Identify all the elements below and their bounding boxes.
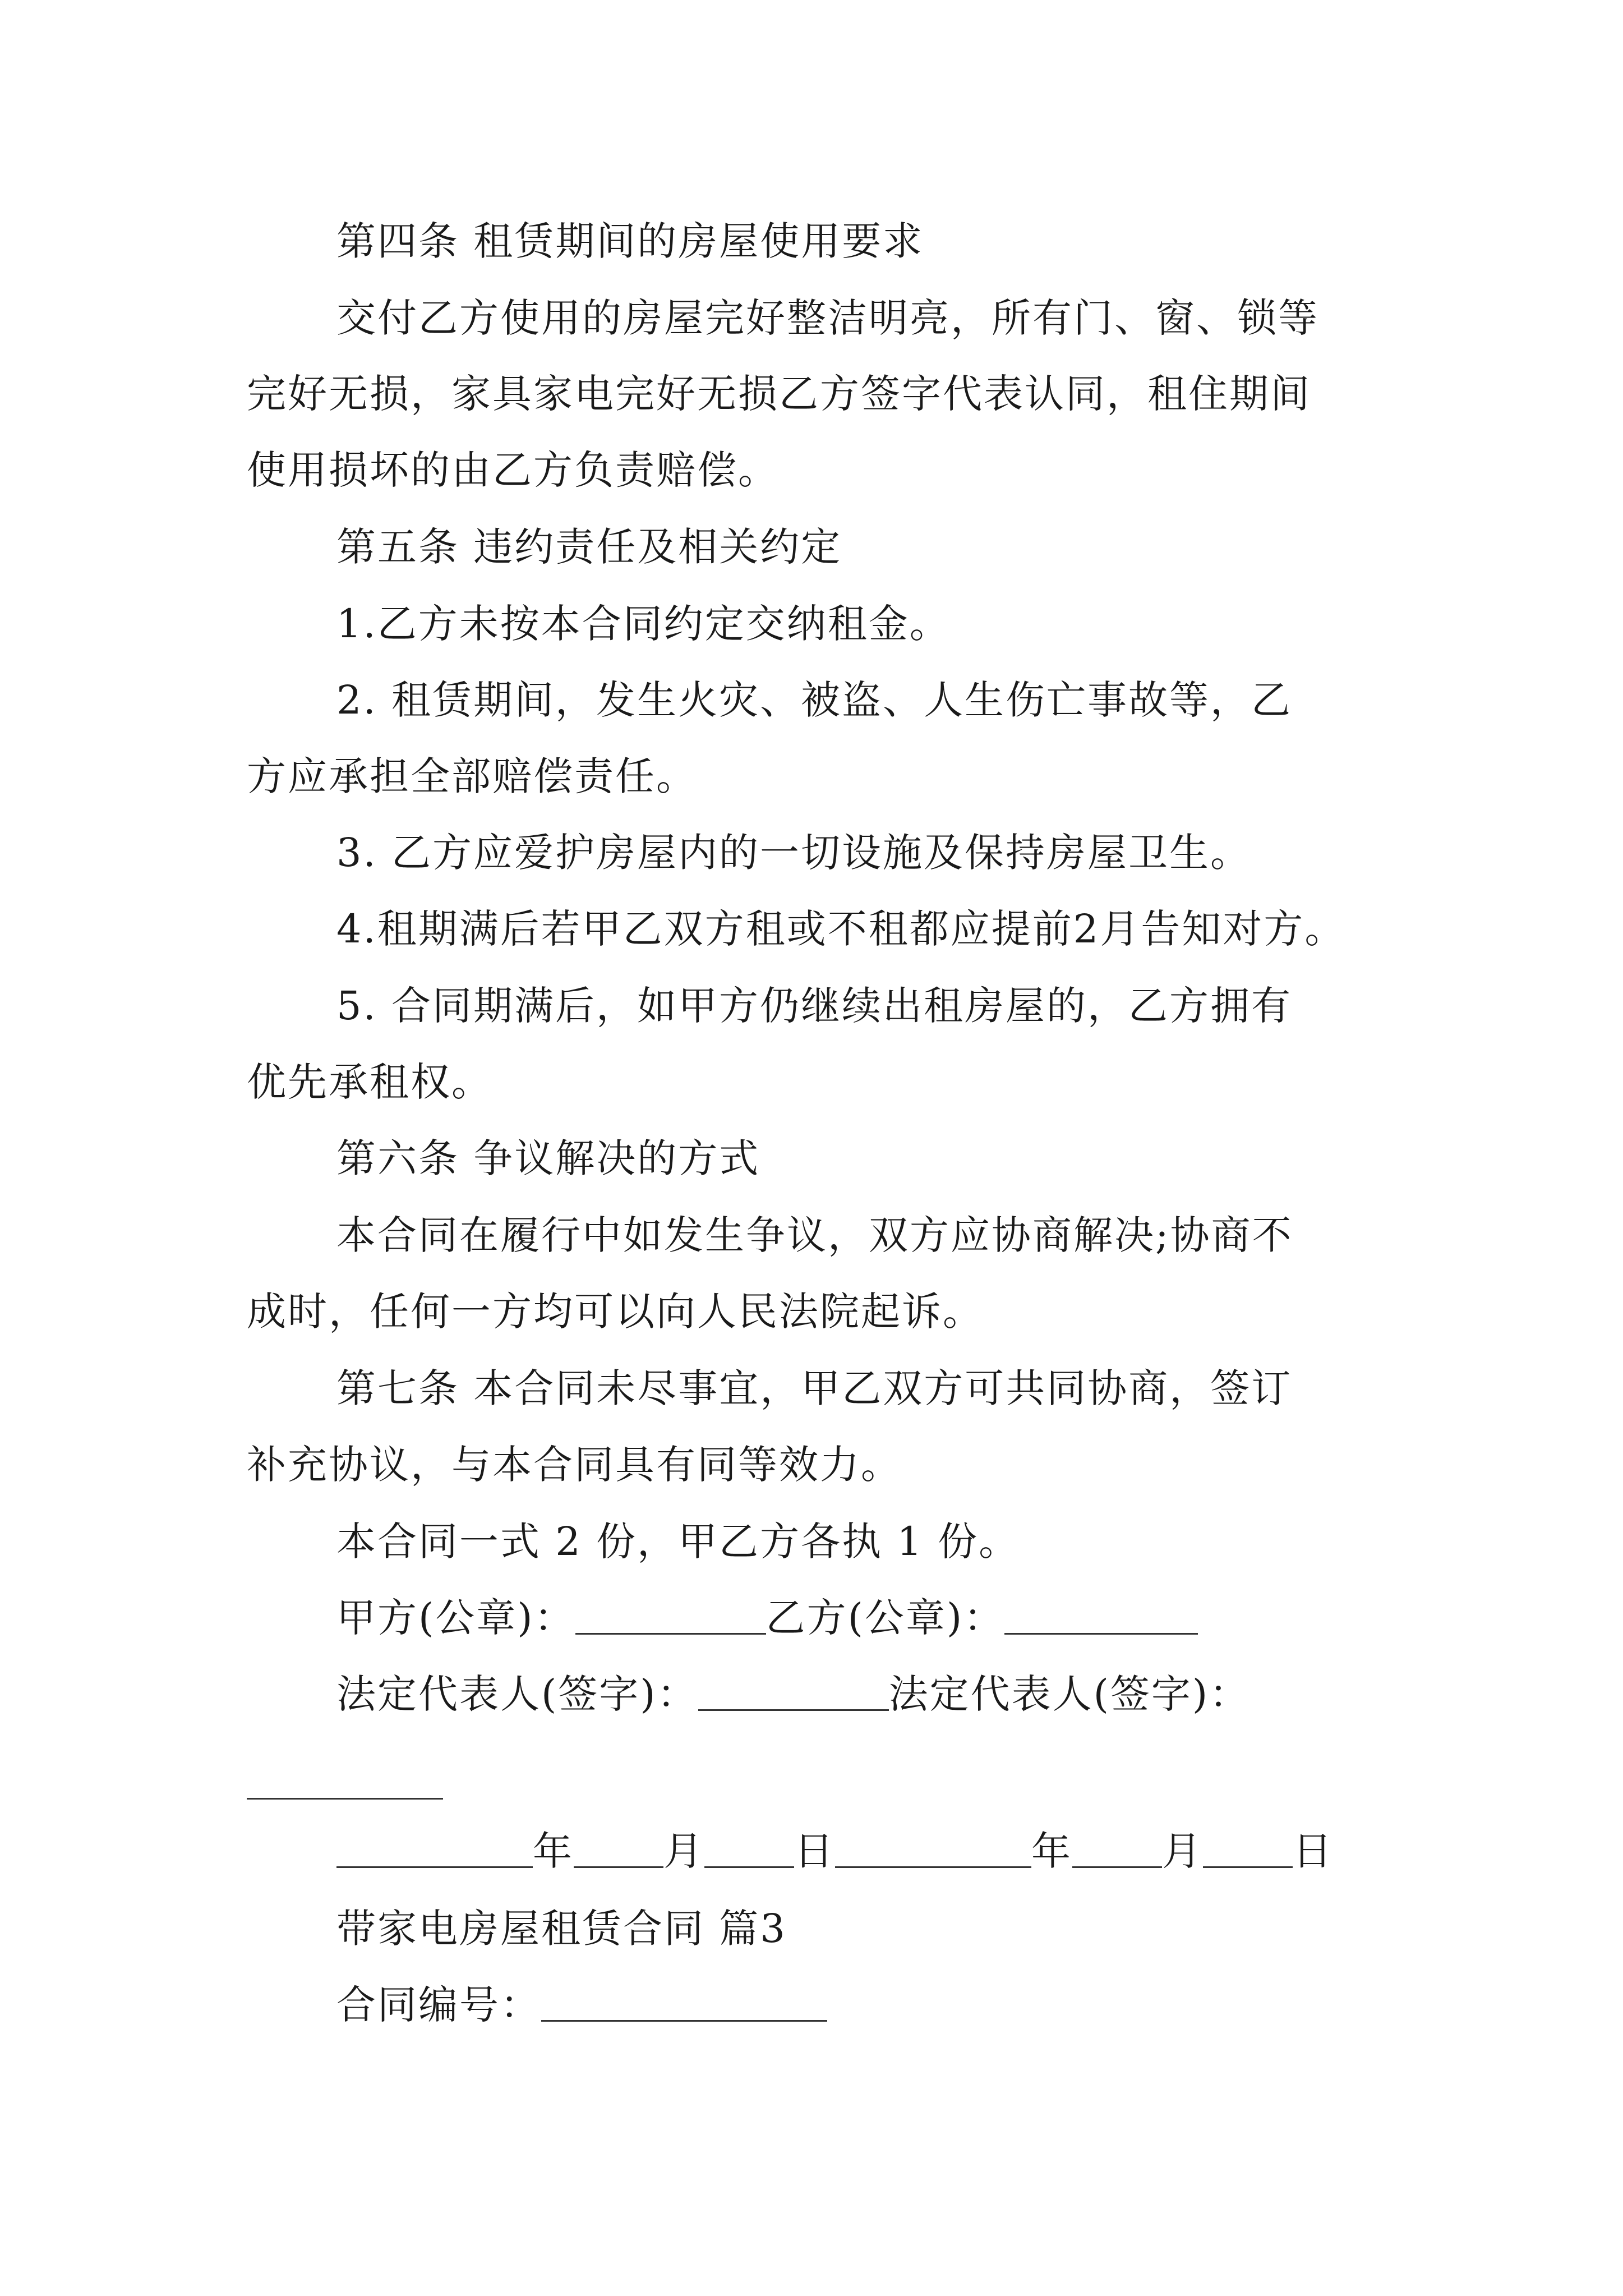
party-b-label: 乙方(公章)： xyxy=(766,1595,1005,1641)
article-6-heading: 第六条 争议解决的方式 xyxy=(336,1135,760,1181)
paragraph-line: 完好无损，家具家电完好无损乙方签字代表认同，租住期间 xyxy=(247,371,1311,417)
paragraph-line: 交付乙方使用的房屋完好整洁明亮，所有门、窗、锁等 xyxy=(336,295,1319,341)
contract-number-label: 合同编号： xyxy=(336,1982,541,2028)
list-item-1: 1.乙方未按本合同约定交纳租金。 xyxy=(336,601,951,647)
year-a-label: 年 xyxy=(533,1828,574,1874)
day-a-label: 日 xyxy=(794,1828,835,1874)
paragraph-line: 优先承租权。 xyxy=(247,1059,492,1105)
list-item-2: 2. 租赁期间，发生火灾、被盗、人生伤亡事故等，乙 xyxy=(336,677,1293,723)
month-a-label: 月 xyxy=(663,1828,704,1874)
year-b-blank xyxy=(835,1827,1031,1868)
paragraph-line: 补充协议，与本合同具有同等效力。 xyxy=(247,1442,902,1488)
month-b-blank xyxy=(1072,1827,1162,1868)
article-7-heading: 第七条 本合同未尽事宜，甲乙双方可共同协商，签订 xyxy=(336,1365,1293,1411)
paragraph-line: 本合同在履行中如发生争议，双方应协商解决;协商不 xyxy=(336,1212,1293,1258)
copies-clause: 本合同一式 2 份，甲乙方各执 1 份。 xyxy=(336,1519,1020,1565)
paragraph-line: 使用损坏的由乙方负责赔偿。 xyxy=(247,447,779,493)
year-b-label: 年 xyxy=(1031,1828,1072,1874)
paragraph-line: 方应承担全部赔偿责任。 xyxy=(247,753,697,799)
list-item-3: 3. 乙方应爱护房屋内的一切设施及保持房屋卫生。 xyxy=(336,830,1252,876)
rep-a-blank xyxy=(698,1670,889,1711)
paragraph-line: 成时，任何一方均可以向人民法院起诉。 xyxy=(247,1289,984,1335)
rep-b-blank xyxy=(247,1798,443,1800)
month-b-label: 月 xyxy=(1162,1828,1203,1874)
party-b-blank xyxy=(1004,1594,1198,1635)
month-a-blank xyxy=(574,1827,663,1868)
day-b-blank xyxy=(1203,1827,1293,1868)
party-a-label: 甲方(公章)： xyxy=(336,1595,575,1641)
representative-line xyxy=(336,1666,1250,1722)
contract-number-line xyxy=(336,1977,827,2033)
list-item-5: 5. 合同期满后，如甲方仍继续出租房屋的，乙方拥有 xyxy=(336,983,1293,1029)
year-a-blank xyxy=(336,1827,533,1868)
article-4-heading: 第四条 租赁期间的房屋使用要求 xyxy=(336,218,924,264)
day-a-blank xyxy=(704,1827,794,1868)
rep-b-label: 法定代表人(签字)： xyxy=(888,1671,1251,1717)
list-item-4: 4.租期满后若甲乙双方租或不租都应提前2月告知对方。 xyxy=(336,906,1346,952)
contract-number-blank xyxy=(541,1981,827,2022)
rep-a-label: 法定代表人(签字)： xyxy=(336,1671,698,1717)
party-seal-line xyxy=(336,1590,1198,1646)
date-line xyxy=(336,1823,1334,1879)
article-5-heading: 第五条 违约责任及相关约定 xyxy=(336,524,842,570)
section-title: 带家电房屋租赁合同 篇3 xyxy=(336,1906,787,1952)
party-a-blank xyxy=(575,1594,766,1635)
day-b-label: 日 xyxy=(1293,1828,1334,1874)
